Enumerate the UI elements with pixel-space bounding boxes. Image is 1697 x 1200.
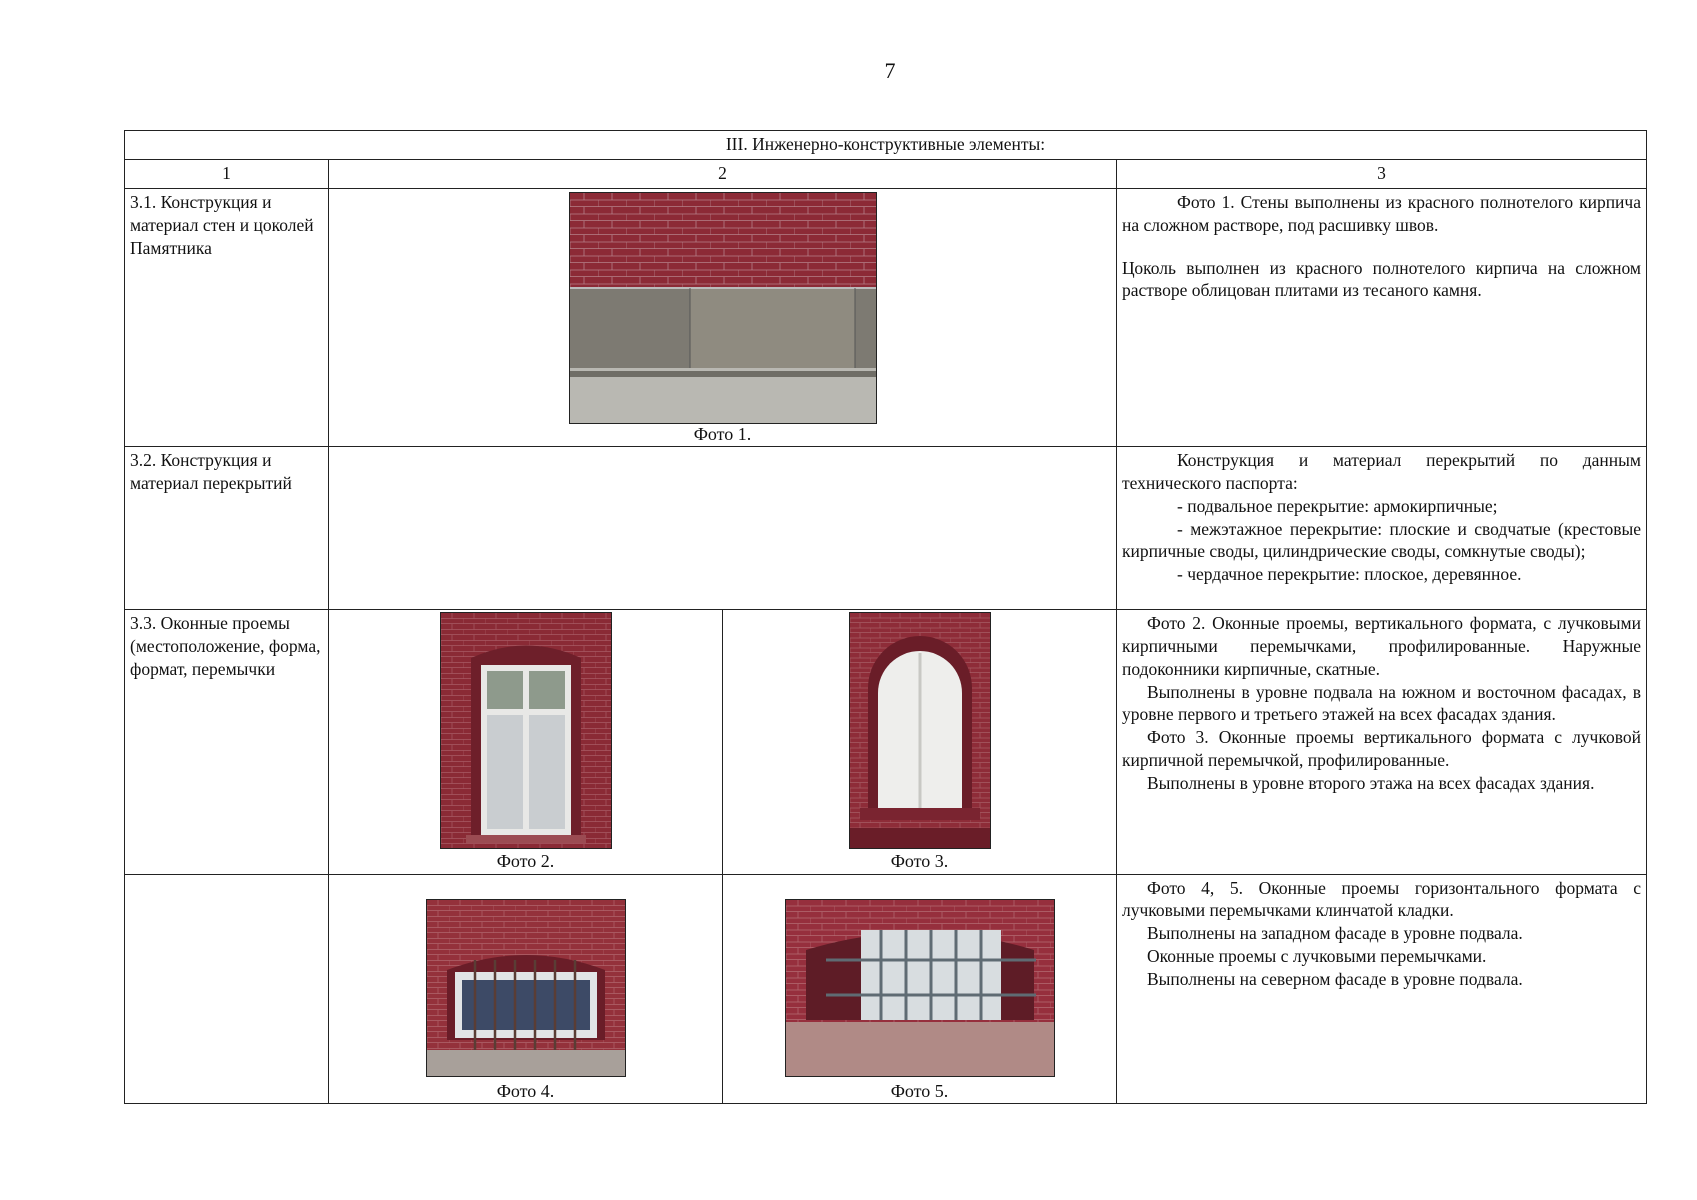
photo-5-basement-window-grille: [785, 899, 1055, 1077]
row-label-windows: 3.3. Оконные проемы (местоположение, форма, формат, перемычки: [125, 610, 329, 874]
row-description-basement-windows: Фото 4, 5. Оконные проемы горизонтального формата с лучковыми перемычками клинчатой кладки. Выполнены на западном фасаде в уровне подвала. Оконные проемы с лучковыми перемычками. Выполнены на северном фасаде в уровне подвала.: [1117, 874, 1647, 1103]
photo-cell-4: [329, 874, 723, 1103]
photo-cell-2: [329, 610, 723, 874]
row-label-walls: 3.1. Конструкция и материал стен и цоколей Памятника: [125, 189, 329, 447]
row-label-floors: 3.2. Конструкция и материал перекрытий: [125, 447, 329, 610]
column-number-2: 2: [329, 160, 1117, 189]
photo-4-caption: Фото 4.: [496, 1080, 555, 1101]
photo-cell-1: [329, 189, 1117, 447]
photo-5-caption: Фото 5.: [890, 1080, 949, 1101]
column-number-1: 1: [125, 160, 329, 189]
row-label-empty: [125, 874, 329, 1103]
section-title: III. Инженерно-конструктивные элементы:: [125, 131, 1647, 160]
photo-4-basement-window: [426, 899, 626, 1077]
photo-2-caption: Фото 2.: [496, 851, 555, 872]
page-number: 7: [884, 58, 896, 83]
photo-cell-3: [723, 610, 1117, 874]
row-description-walls: Фото 1. Стены выполнены из красного полнотелого кирпича на сложном растворе, под расшивку швов. Цоколь выполнен из красного полнотелого кирпича на сложном растворе облицован плитами из тесаного камня.: [1117, 189, 1647, 447]
photo-1-caption: Фото 1.: [693, 423, 752, 444]
row-description-windows: Фото 2. Оконные проемы, вертикального формата, с лучковыми кирпичными перемычками, профилированные. Наружные подоконники кирпичные, скатные. Выполнены в уровне подвала на южном и восточном фасадах, в уровне первого и третьего этажей на всех фасадах здания. Фото 3. Оконные проемы вертикального формата с лучковой кирпичной перемычкой, профилированные. Выполнены в уровне второго этажа на всех фасадах здания.: [1117, 610, 1647, 874]
photo-3-caption: Фото 3.: [890, 851, 949, 872]
engineering-elements-table: [124, 130, 1647, 1104]
photo-cell-5: [723, 874, 1117, 1103]
photo-1-wall-plinth: [569, 192, 877, 424]
column-number-3: 3: [1117, 160, 1647, 189]
row-description-floors: Конструкция и материал перекрытий по данным технического паспорта: - подвальное перекрытие: армокирпичные; - межэтажное перекрытие: плоские и сводчатые (крестовые кирпичные своды, цилиндрические своды, сомкнутые своды); - чердачное перекрытие: плоское, деревянное.: [1117, 447, 1647, 610]
photo-2-window-vertical: [440, 612, 612, 849]
photo-3-window-arched: [849, 612, 991, 849]
empty-photo-cell-floors: [329, 447, 1117, 610]
